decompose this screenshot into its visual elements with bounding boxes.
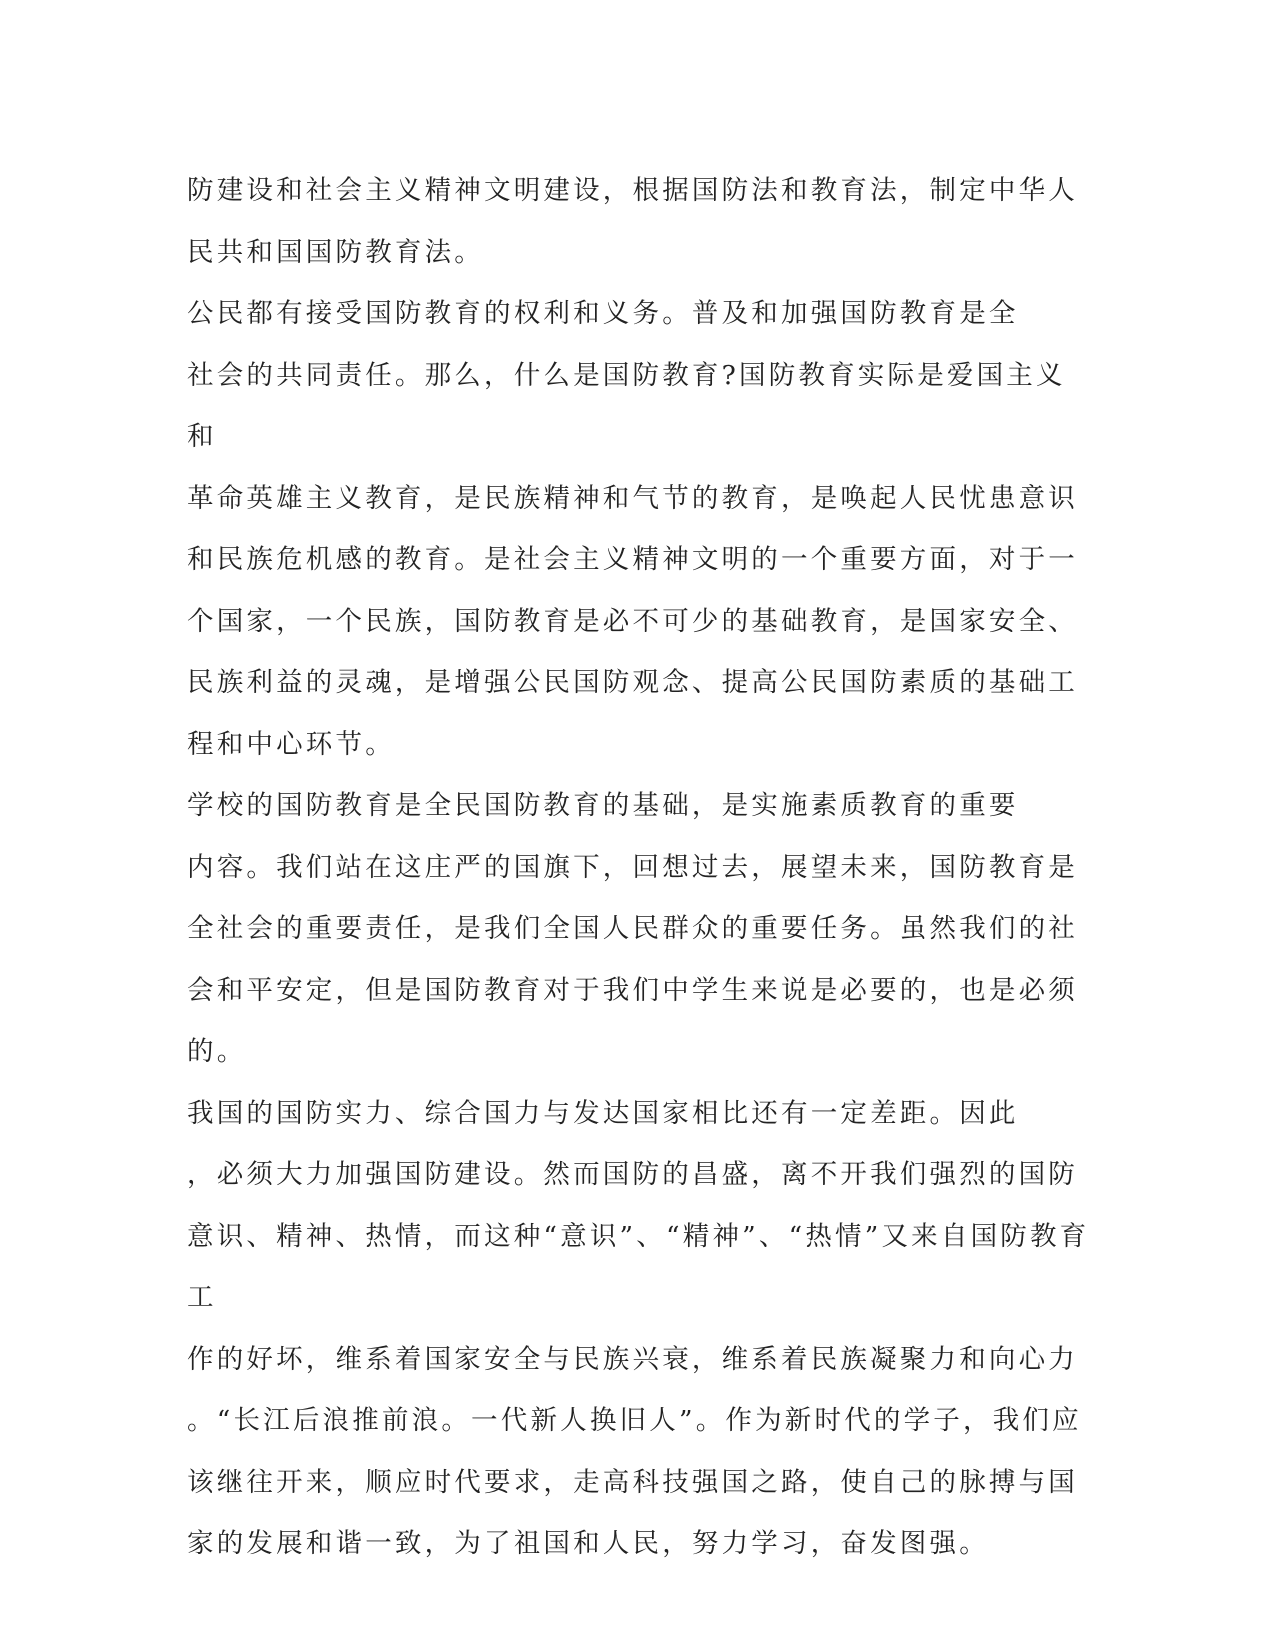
paragraph-4: 我国的国防实力、综合国力与发达国家相比还有一定差距。因此 ，必须大力加强国防建设。然而国防的昌盛，离不开我们强烈的国防 意识、精神、热情，而这种“意识”、“精神”、“热情”又来自国防教育工 作的好坏，维系着国家安全与民族兴衰，维系着民族凝聚力和向心力 。“长江后浪推前浪。一代新人换旧人”。作为新时代的学子，我们应 该继往开来，顺应时代要求，走高科技强国之路，使自己的脉搏与国 家的发展和谐一致，为了祖国和人民，努力学习，奋发图强。: [187, 1097, 1090, 1559]
paragraph-3: 学校的国防教育是全民国防教育的基础，是实施素质教育的重要 内容。我们站在这庄严的国旗下，回想过去，展望未来，国防教育是 全社会的重要责任，是我们全国人民群众的重要任务。虽然我们的社 会和平安定，但是国防教育对于我们中学生来说是必要的，也是必须 的。: [187, 790, 1078, 1067]
paragraph-2: 公民都有接受国防教育的权利和义务。普及和加强国防教育是全 社会的共同责任。那么，什么是国防教育?国防教育实际是爱国主义和 革命英雄主义教育，是民族精神和气节的教育，是唤起人民忧患意识 和民族危机感的教育。是社会主义精神文明的一个重要方面，对于一 个国家，一个民族，国防教育是必不可少的基础教育，是国家安全、 民族利益的灵魂，是增强公民国防观念、提高公民国防素质的基础工 程和中心环节。: [187, 298, 1078, 760]
paragraph-1: 防建设和社会主义精神文明建设，根据国防法和教育法，制定中华人 民共和国国防教育法。: [187, 175, 1078, 268]
document-body: [187, 160, 1092, 1575]
